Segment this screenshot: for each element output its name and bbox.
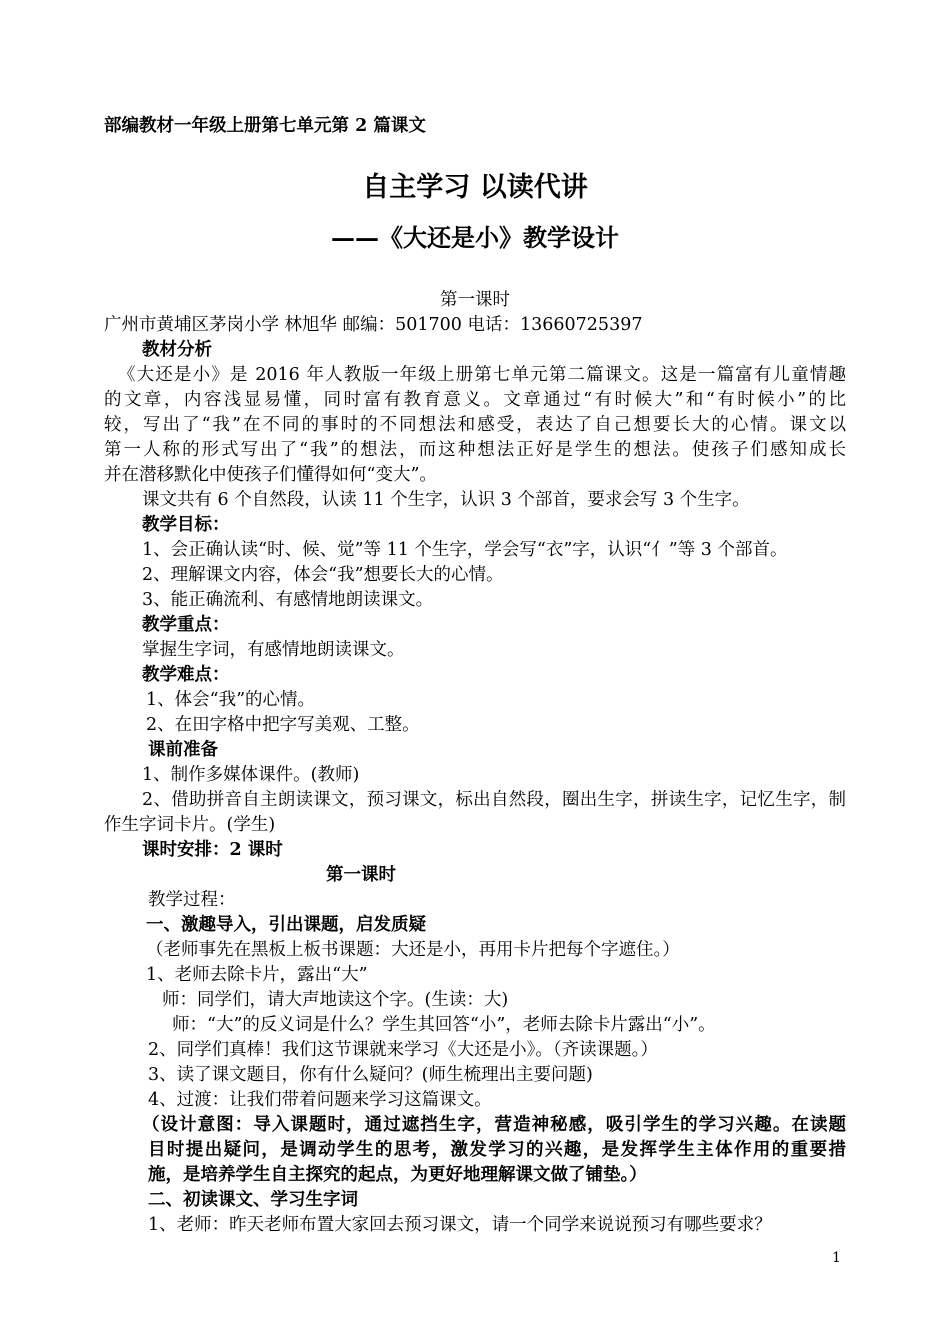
step-title: 二、初读课文、学习生字词 xyxy=(148,1190,358,1210)
paragraph-line: 第一人称的形式写出了“我”的想法，而这种想法正好是学生的想法。使孩子们感知成长 xyxy=(104,440,846,460)
prep-item: 2、借助拼音自主朗读课文，预习课文，标出自然段，圈出生字，拼读生字，记忆生字，制 xyxy=(142,790,846,810)
difficult-item: 1、体会“我”的心情。 xyxy=(146,690,316,710)
design-intent-line: （设计意图：导入课题时，通过遮挡生字，营造神秘感，吸引学生的学习兴趣。在读题 xyxy=(142,1115,846,1135)
difficult-item: 2、在田字格中把字写美观、工整。 xyxy=(146,715,420,735)
step-item: 师：“大”的反义词是什么？学生其回答“小”，老师去除卡片露出“小”。 xyxy=(172,1015,716,1035)
paragraph-line: 《大还是小》是 2016 年人教版一年级上册第七单元第二篇课文。这是一篇富有儿童情趣 xyxy=(118,365,846,385)
session-label: 第一课时 xyxy=(440,290,510,310)
goal-item: 1、会正确认读“时、候、觉”等 11 个生字，学会写“衣”字，认识“亻”等 3 个部首。 xyxy=(142,540,788,560)
session-heading: 第一课时 xyxy=(326,865,396,885)
page-number: 1 xyxy=(832,1250,841,1266)
paragraph-line: 并在潜移默化中使孩子们懂得如何“变大”。 xyxy=(104,465,437,485)
document-header: 部编教材一年级上册第七单元第 2 篇课文 xyxy=(104,116,426,136)
design-intent-line: 施，是培养学生自主探究的起点，为更好地理解课文做了铺垫。） xyxy=(148,1165,647,1185)
step-item: 2、同学们真棒！我们这节课就来学习《大还是小》。（齐读课题。） xyxy=(148,1040,658,1060)
goal-item: 2、理解课文内容，体会“我”想要长大的心情。 xyxy=(142,565,504,585)
paragraph-line: 的文章，内容浅显易懂，同时富有教育意义。文章通过“有时候大”和“有时候小”的比 xyxy=(104,390,846,410)
document-subtitle: ——《大还是小》教学设计 xyxy=(331,223,619,252)
author-line: 广州市黄埔区茅岗小学 林旭华 邮编：501700 电话：13660725397 xyxy=(104,315,643,335)
paragraph-line: 课文共有 6 个自然段，认读 11 个生字，认识 3 个部首，要求会写 3 个生字。 xyxy=(142,490,750,510)
section-heading-material: 教材分析 xyxy=(142,340,212,360)
section-heading-key: 教学重点： xyxy=(142,615,230,635)
goal-item: 3、能正确流利、有感情地朗读课文。 xyxy=(142,590,434,610)
step-item: 1、老师：昨天老师布置大家回去预习课文，请一个同学来说说预习有哪些要求？ xyxy=(148,1215,772,1235)
section-heading-goals: 教学目标： xyxy=(142,515,230,535)
design-intent-line: 目时提出疑问，是调动学生的思考，激发学习的兴趣，是发挥学生主体作用的重要措 xyxy=(148,1140,846,1160)
step-item: 1、老师去除卡片，露出“大” xyxy=(146,965,368,985)
section-heading-difficult: 教学难点： xyxy=(142,665,230,685)
section-heading-prep: 课前准备 xyxy=(148,740,218,760)
prep-item: 作生字词卡片。(学生) xyxy=(104,815,276,835)
prep-item: 1、制作多媒体课件。(教师) xyxy=(142,765,360,785)
key-text: 掌握生字词，有感情地朗读课文。 xyxy=(142,640,405,660)
schedule: 课时安排：2 课时 xyxy=(142,840,283,860)
step-item: 3、读了课文题目，你有什么疑问？(师生梳理出主要问题) xyxy=(148,1065,593,1085)
step-item: 4、过渡：让我们带着问题来学习这篇课文。 xyxy=(148,1090,492,1110)
process-label: 教学过程： xyxy=(148,890,236,910)
paragraph-line: 较，写出了“我”在不同的事时的不同想法和感受，表达了自己想要长大的心情。课文以 xyxy=(104,415,846,435)
step-title: 一、激趣导入，引出课题，启发质疑 xyxy=(146,915,426,935)
step-item: 师：同学们，请大声地读这个字。(生读：大) xyxy=(162,990,509,1010)
document-title: 自主学习 以读代讲 xyxy=(362,172,588,203)
step-note: （老师事先在黑板上板书课题：大还是小，再用卡片把每个字遮住。） xyxy=(146,940,680,960)
